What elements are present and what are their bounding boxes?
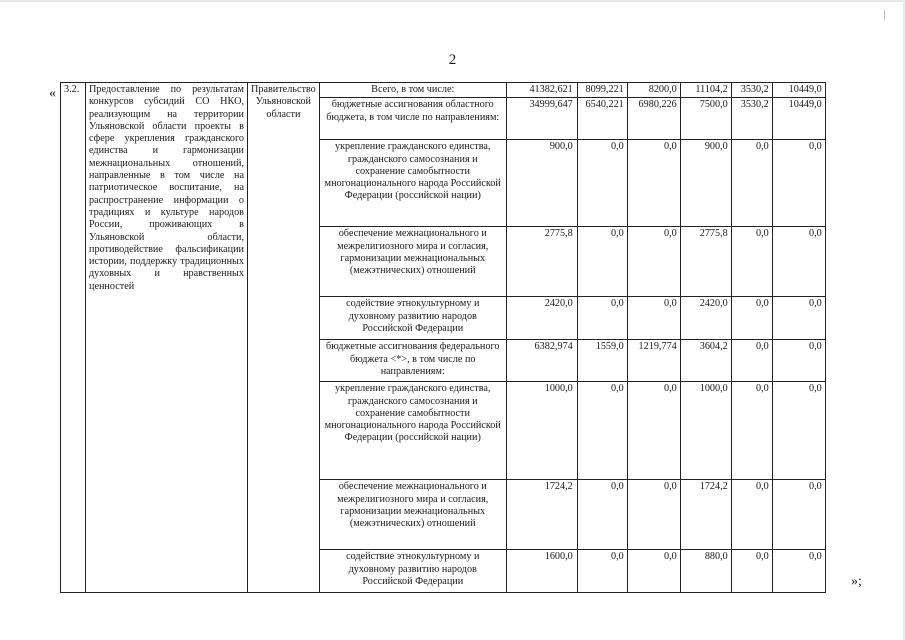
value-total: 1724,2 [506,480,577,550]
value-year: 0,0 [772,480,825,550]
value-year: 0,0 [627,297,680,340]
value-year: 2420,0 [680,297,731,340]
value-year: 1559,0 [577,340,627,382]
value-year: 0,0 [772,382,825,480]
funding-source: укрепление гражданского единства, гражданского самосознания и сохранение самобытности многонационального народа Российской Федерации (российской нации) [319,140,506,227]
funding-source: бюджетные ассигнования областного бюджета, в том числе по направлениям: [319,98,506,140]
value-year: 3604,2 [680,340,731,382]
value-year: 6540,221 [577,98,627,140]
value-year: 1219,774 [627,340,680,382]
funding-source: бюджетные ассигнования федерального бюджета <*>, в том числе по направлениям: [319,340,506,382]
value-year: 0,0 [577,382,627,480]
value-year: 11104,2 [680,83,731,98]
value-total: 2420,0 [506,297,577,340]
value-total: 1600,0 [506,550,577,593]
funding-source: содействие этнокультурному и духовному развитию народов Российской Федерации [319,297,506,340]
value-year: 0,0 [772,550,825,593]
value-year: 7500,0 [680,98,731,140]
opening-quote: « [49,86,56,101]
value-year: 0,0 [577,227,627,297]
value-year: 0,0 [731,140,772,227]
value-year: 3530,2 [731,83,772,98]
value-year: 0,0 [772,297,825,340]
value-year: 0,0 [627,227,680,297]
value-total: 2775,8 [506,227,577,297]
value-year: 0,0 [627,480,680,550]
value-year: 0,0 [627,140,680,227]
measure-description: Предоставление по результатам конкурсов субсидий СО НКО, реализующим на территории Ульяновской области проекты в сфере укрепления гражданского единства и гармонизации межнациональных отношений, направленные в том числе на патриотическое воспитание, на распространение информации о традициях и культуре народов России, проживающих в Ульяновской области, противодействие фальсификации истории, поддержку традиционных духовных и нравственных ценностей [86,83,248,593]
value-year: 0,0 [577,550,627,593]
value-year: 0,0 [731,550,772,593]
value-year: 6980,226 [627,98,680,140]
page-number: 2 [448,52,457,68]
funding-source: содействие этнокультурному и духовному развитию народов Российской Федерации [319,550,506,593]
value-year: 2775,8 [680,227,731,297]
executor: Правительство Ульяновской области [248,83,320,593]
row-number: 3.2. [61,83,86,593]
funding-source: обеспечение межнационального и межрелигиозного мира и согласия, гармонизации межнациональных (межэтнических) отношений [319,227,506,297]
value-total: 900,0 [506,140,577,227]
funding-source: обеспечение межнационального и межрелигиозного мира и согласия, гармонизации межнациональных (межэтнических) отношений [319,480,506,550]
value-year: 900,0 [680,140,731,227]
funding-source: укрепление гражданского единства, гражданского самосознания и сохранение самобытности многонационального народа Российской Федерации (российской нации) [319,382,506,480]
value-year: 1000,0 [680,382,731,480]
value-year: 0,0 [731,297,772,340]
value-total: 1000,0 [506,382,577,480]
value-year: 0,0 [731,340,772,382]
value-year: 0,0 [731,480,772,550]
value-total: 6382,974 [506,340,577,382]
value-year: 0,0 [577,480,627,550]
value-year: 10449,0 [772,98,825,140]
value-year: 0,0 [772,227,825,297]
page-top-edge [0,0,905,2]
value-year: 0,0 [772,340,825,382]
value-year: 880,0 [680,550,731,593]
value-year: 3530,2 [731,98,772,140]
scan-mark [884,10,885,20]
budget-table [60,82,826,593]
value-year: 0,0 [731,382,772,480]
value-year: 8099,221 [577,83,627,98]
value-year: 0,0 [772,140,825,227]
closing-quote: »; [851,574,862,589]
value-year: 1724,2 [680,480,731,550]
value-year: 0,0 [577,140,627,227]
value-year: 0,0 [577,297,627,340]
value-year: 0,0 [731,227,772,297]
value-year: 0,0 [627,550,680,593]
value-total: 34999,647 [506,98,577,140]
value-year: 0,0 [627,382,680,480]
value-total: 41382,621 [506,83,577,98]
funding-source: Всего, в том числе: [319,83,506,98]
value-year: 10449,0 [772,83,825,98]
value-year: 8200,0 [627,83,680,98]
table-row [61,83,826,98]
